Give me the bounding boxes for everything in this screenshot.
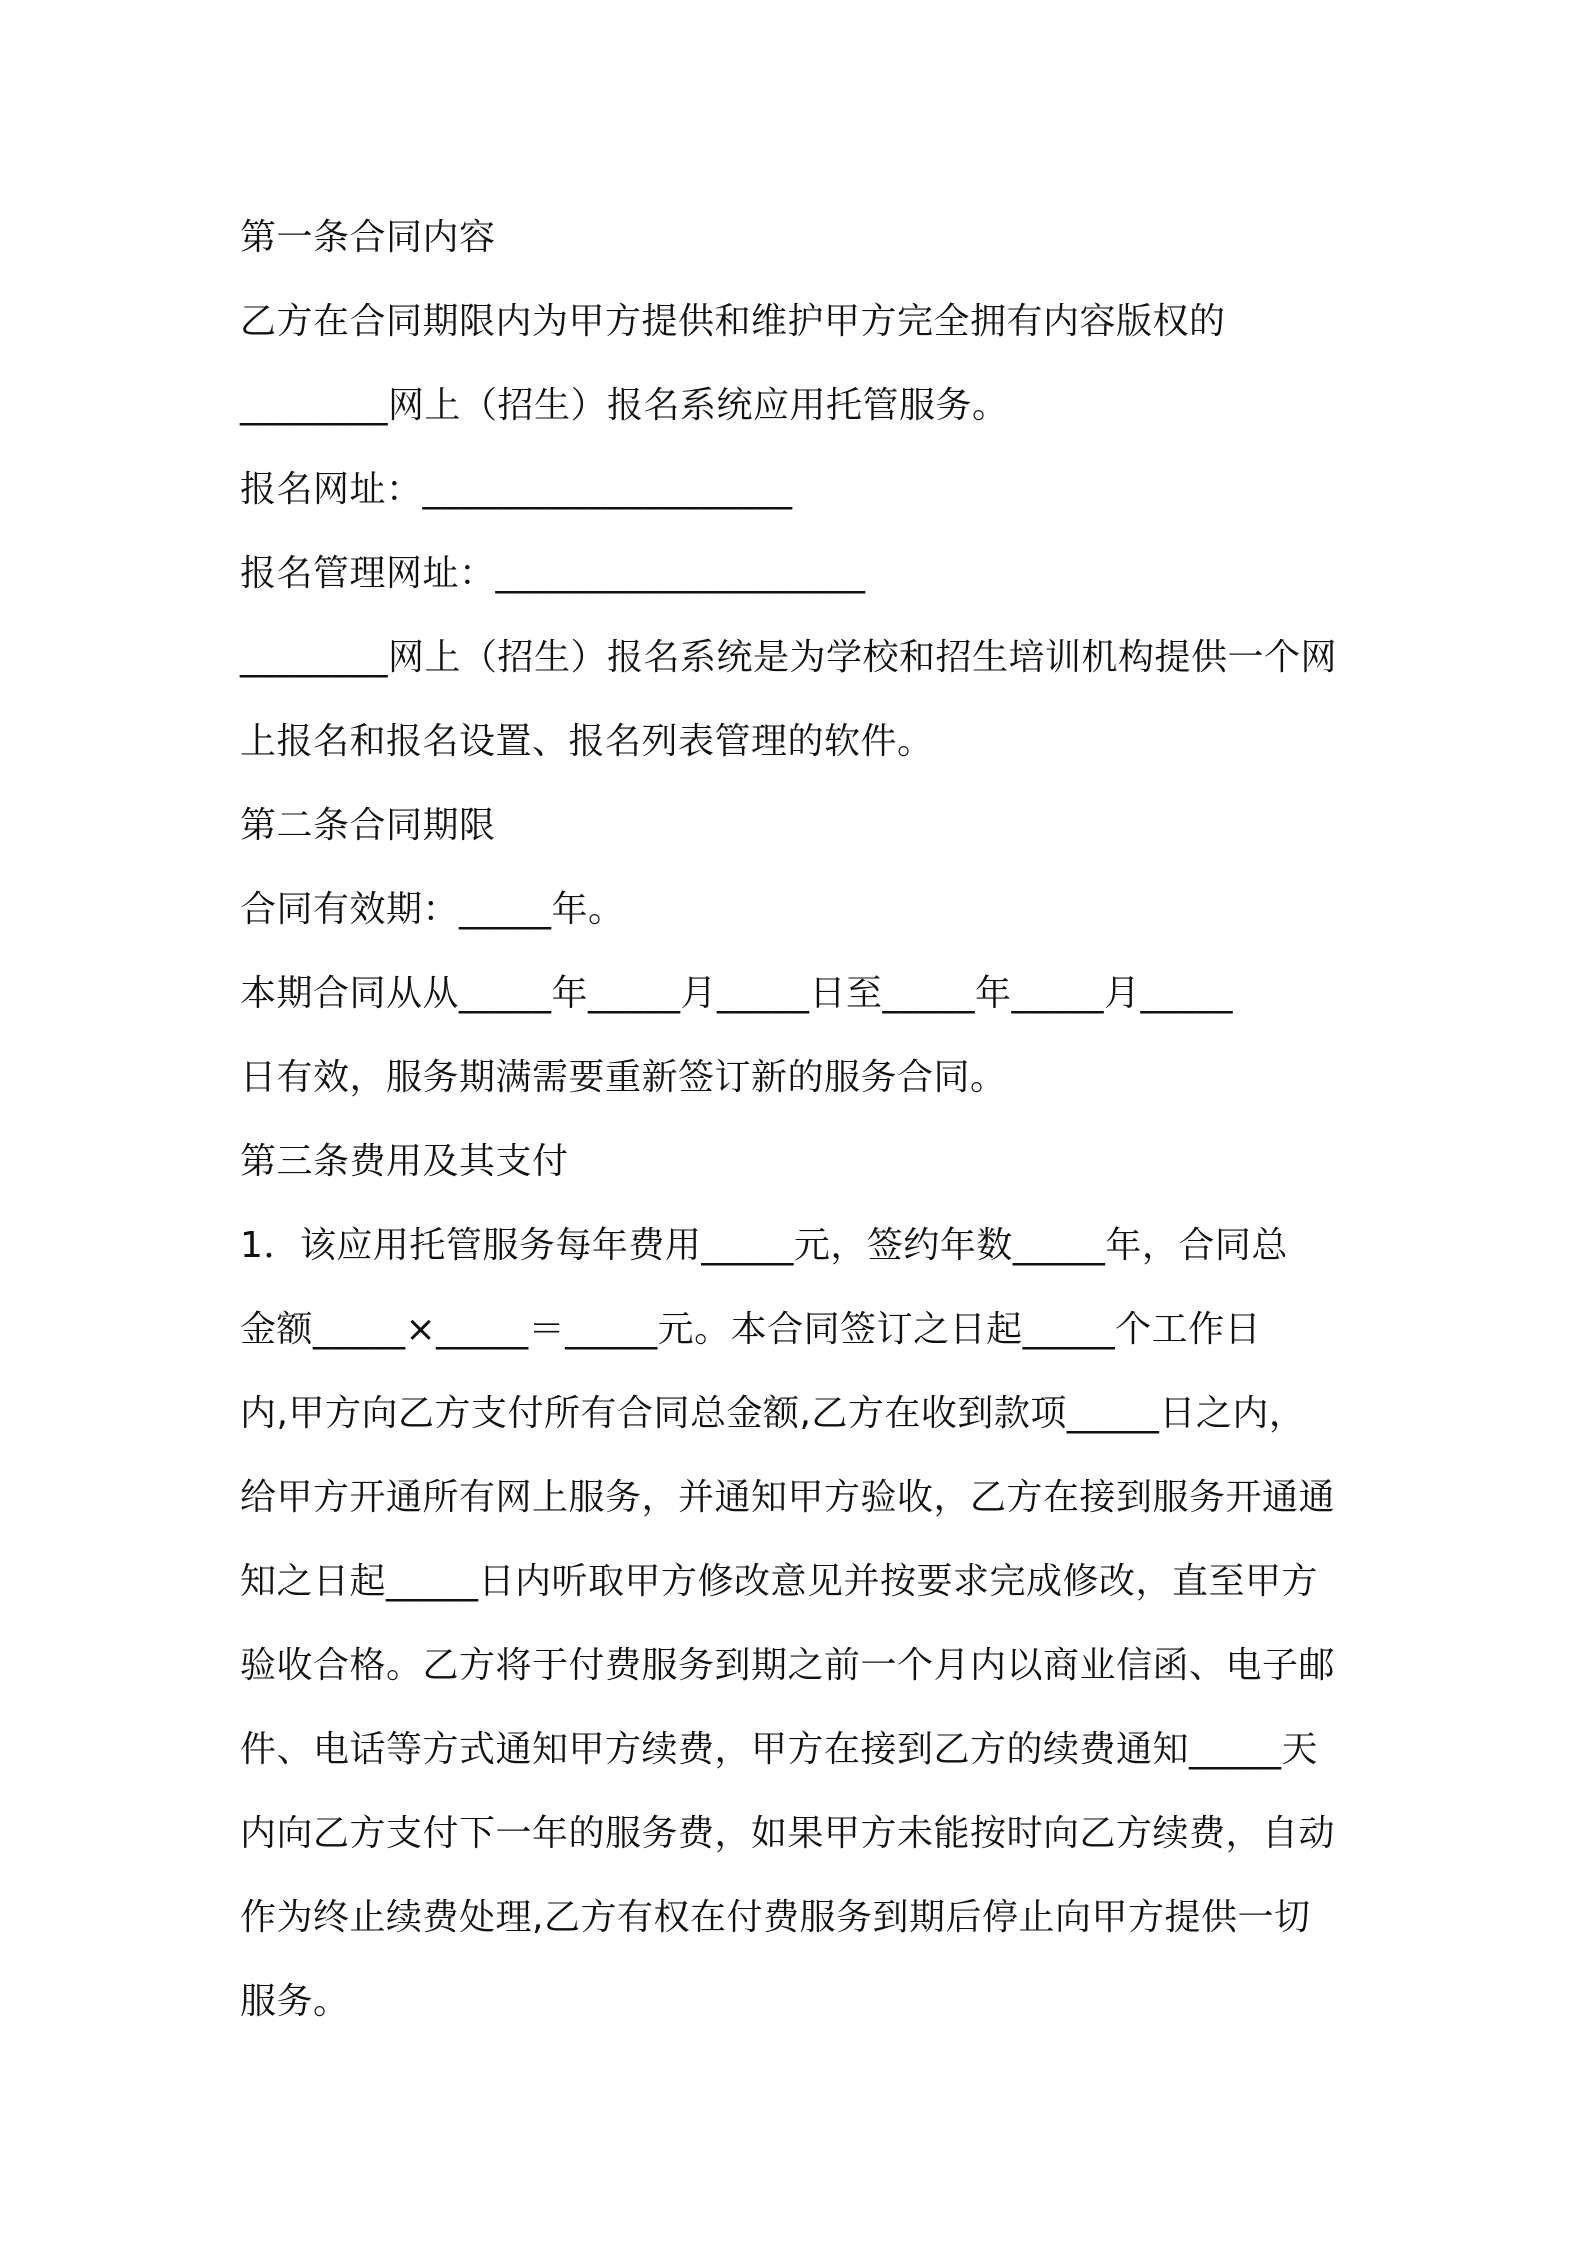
text-line: 件、电话等方式通知甲方续费，甲方在接到乙方的续费通知_____天: [240, 1729, 1319, 1770]
contract-term-line: 合同有效期：_____年。: [240, 889, 625, 930]
text-line: 给甲方开通所有网上服务，并通知甲方验收，乙方在接到服务开通通: [240, 1477, 1336, 1518]
text-line: ________网上（招生）报名系统应用托管服务。: [240, 385, 1009, 426]
text-line: 作为终止续费处理,乙方有权在付费服务到期后停止向甲方提供一切: [240, 1897, 1311, 1938]
text-line: 服务。: [240, 1981, 350, 2022]
text-line: 1．该应用托管服务每年费用_____元，签约年数_____年，合同总: [240, 1225, 1288, 1266]
contract-body: [240, 196, 1360, 2044]
text-line: 内向乙方支付下一年的服务费，如果甲方未能按时向乙方续费，自动: [240, 1813, 1336, 1854]
text-line: 乙方在合同期限内为甲方提供和维护甲方完全拥有内容版权的: [240, 301, 1226, 342]
text-line: 验收合格。乙方将于付费服务到期之前一个月内以商业信函、电子邮: [240, 1645, 1336, 1686]
admin-url-line: 报名管理网址：____________________: [240, 553, 866, 594]
section-heading-2: 第二条合同期限: [240, 805, 496, 846]
text-line: 日有效，服务期满需要重新签订新的服务合同。: [240, 1057, 1007, 1098]
text-line: ________网上（招生）报名系统是为学校和招生培训机构提供一个网: [240, 637, 1338, 678]
registration-url-line: 报名网址：____________________: [240, 469, 793, 510]
text-line: 金额_____×_____＝_____元。本合同签订之日起_____个工作日: [240, 1309, 1262, 1350]
text-line: 上报名和报名设置、报名列表管理的软件。: [240, 721, 934, 762]
text-line: 本期合同从从_____年_____月_____日至_____年_____月_____: [240, 973, 1234, 1014]
section-heading-1: 第一条合同内容: [240, 217, 496, 258]
text-line: 内,甲方向乙方支付所有合同总金额,乙方在收到款项_____日之内，: [240, 1393, 1306, 1434]
section-heading-3: 第三条费用及其支付: [240, 1141, 569, 1182]
text-line: 知之日起_____日内听取甲方修改意见并按要求完成修改，直至甲方: [240, 1561, 1319, 1602]
